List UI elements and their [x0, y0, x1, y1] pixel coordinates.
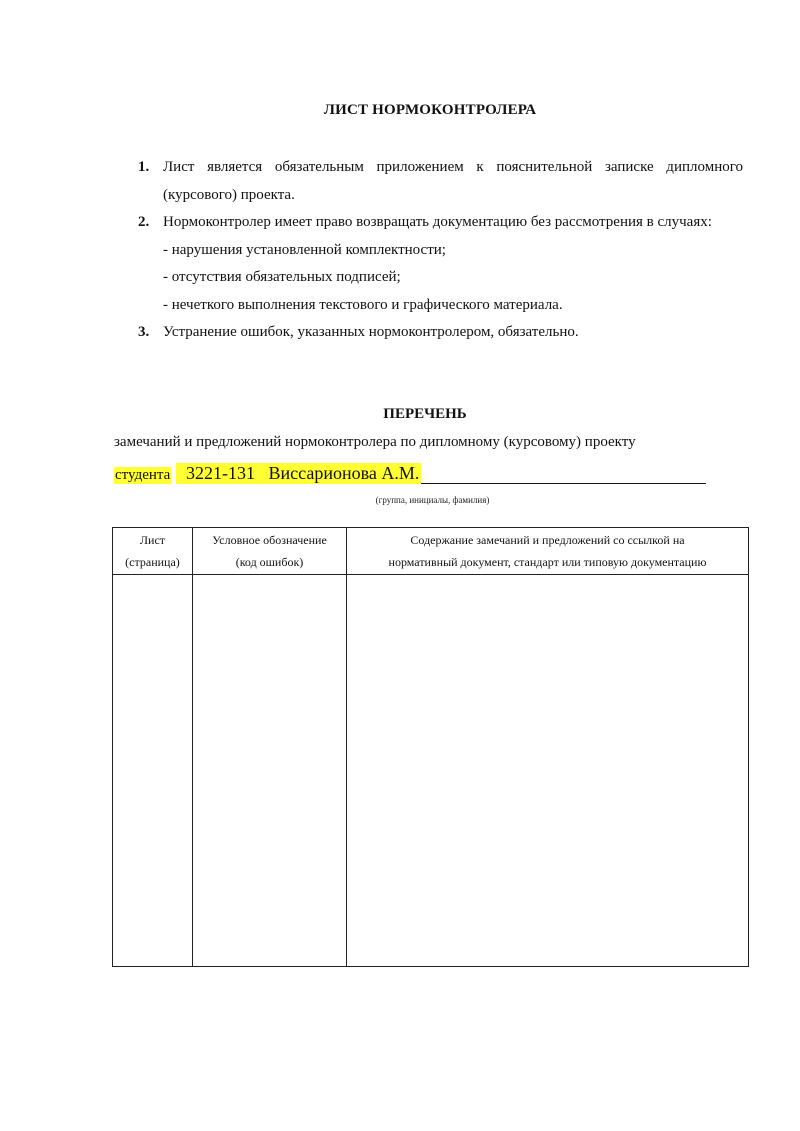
student-value: 3221-131 Виссарионова А.М. — [176, 463, 421, 484]
student-label: студента — [115, 467, 171, 483]
rule-item-2 — [138, 209, 743, 237]
rule-number: 1. — [138, 159, 150, 175]
rule-item-1 — [138, 154, 743, 209]
rule-number: 2. — [138, 214, 150, 230]
rule-text: Лист является обязательным приложением к пояснительной записке дипломного (курсового) проекта. — [163, 159, 743, 203]
student-caption: (группа, инициалы, фамилия) — [375, 495, 490, 505]
remarks-table — [112, 527, 749, 967]
table-row — [113, 575, 749, 967]
header-error-code: Условное обозначение (код ошибок) — [193, 528, 347, 575]
cell-remarks[interactable] — [347, 575, 749, 967]
rule-subitem: - отсутствия обязательных подписей; — [163, 269, 401, 285]
rule-number: 3. — [138, 324, 150, 340]
rule-item-3 — [138, 319, 743, 347]
rule-text: Нормоконтролер имеет право возвращать документацию без рассмотрения в случаях: — [163, 214, 712, 230]
header-page: Лист (страница) — [113, 528, 193, 575]
document-title: ЛИСТ НОРМОКОНТРОЛЕРА — [323, 102, 537, 118]
cell-page[interactable] — [113, 575, 193, 967]
cell-error-code[interactable] — [193, 575, 347, 967]
rule-text: Устранение ошибок, указанных нормоконтролером, обязательно. — [163, 324, 579, 340]
list-heading: ПЕРЕЧЕНЬ — [383, 406, 467, 422]
list-description: замечаний и предложений нормоконтролера по дипломному (курсовому) проекту — [114, 434, 636, 450]
table-header-row — [113, 528, 749, 575]
rule-subitem: - нарушения установленной комплектности; — [163, 241, 446, 258]
rules-list — [138, 154, 743, 347]
header-remarks-content: Содержание замечаний и предложений со ссылкой на нормативный документ, стандарт или типовую документацию — [347, 528, 749, 575]
rule-subitem: - нечеткого выполнения текстового и графического материала. — [163, 296, 563, 313]
student-field — [114, 462, 706, 486]
